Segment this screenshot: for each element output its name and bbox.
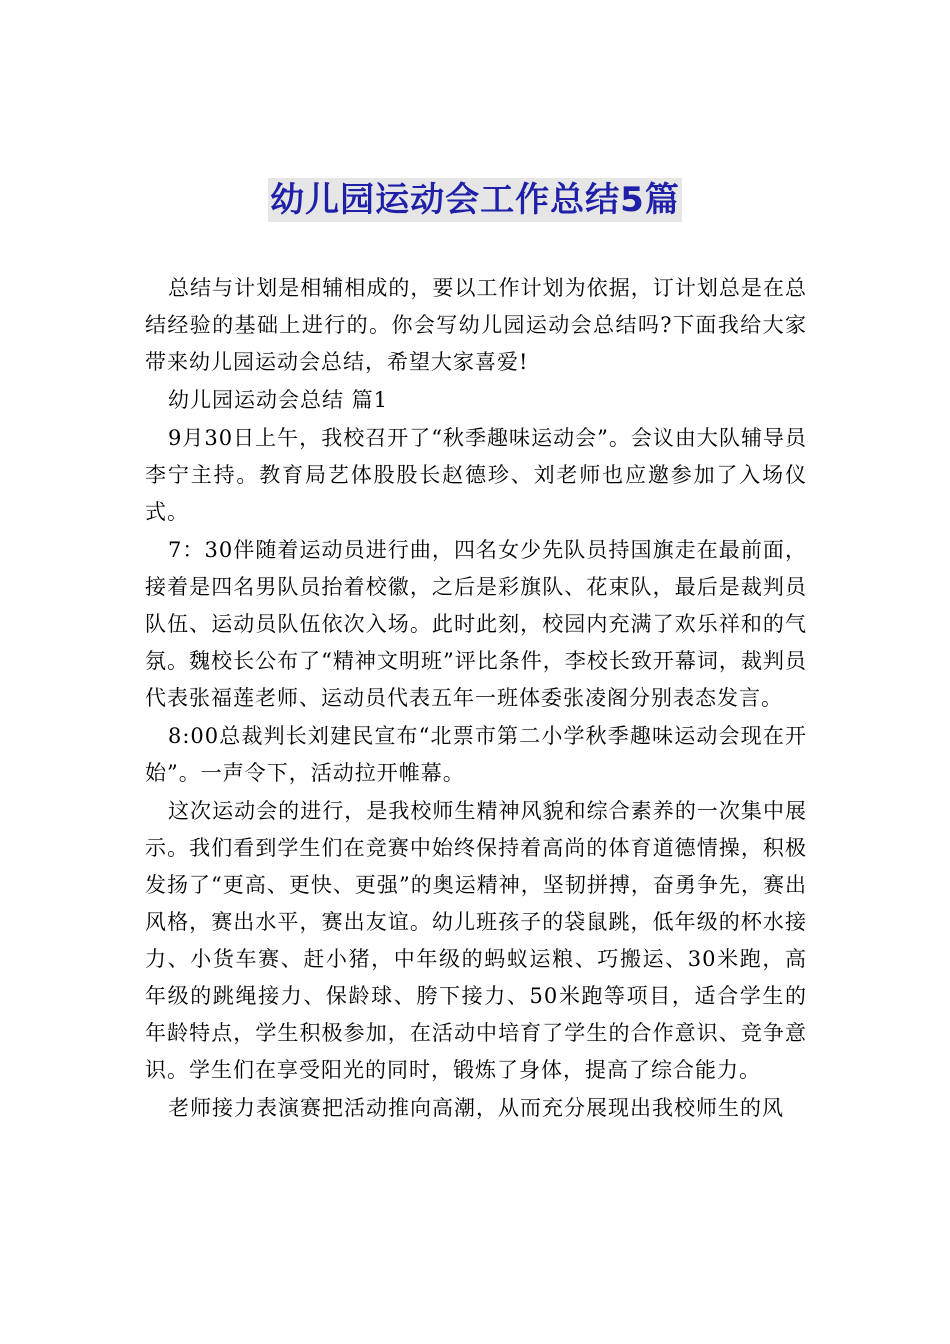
paragraph: 这次运动会的进行，是我校师生精神风貌和综合素养的一次集中展示。我们看到学生们在竞赛中始终保持着高尚的体育道德情操，积极发扬了“更高、更快、更强”的奥运精神，坚韧拼搏，奋勇争先，赛出风格，赛出水平，赛出友谊。幼儿班孩子的袋鼠跳，低年级的杯水接力、小货车赛、赶小猪，中年级的蚂蚁运粮、巧搬运、30米跑，高年级的跳绳接力、保龄球、胯下接力、50米跑等项目，适合学生的年龄特点，学生积极参加，在活动中培育了学生的合作意识、竞争意识。学生们在享受阳光的同时，锻炼了身体，提高了综合能力。 bbox=[145, 799, 807, 1082]
document-title: 幼儿园运动会工作总结5篇 bbox=[270, 180, 680, 220]
paragraph: 8:00总裁判长刘建民宣布“北票市第二小学秋季趣味运动会现在开始”。一声令下，活动拉开帷幕。 bbox=[145, 724, 807, 785]
paragraph: 7：30伴随着运动员进行曲，四名女少先队员持国旗走在最前面，接着是四名男队员抬着校徽，之后是彩旗队、花束队，最后是裁判员队伍、运动员队伍依次入场。此时此刻，校园内充满了欢乐祥和的气氛。魏校长公布了“精神文明班”评比条件，李校长致开幕词，裁判员代表张福莲老师、运动员代表五年一班体委张凌阁分别表态发言。 bbox=[145, 538, 807, 710]
section-heading: 幼儿园运动会总结 篇1 bbox=[168, 388, 389, 412]
paragraph: 9月30日上午，我校召开了“秋季趣味运动会”。会议由大队辅导员李宁主持。教育局艺体股股长赵德珍、刘老师也应邀参加了入场仪式。 bbox=[145, 426, 807, 524]
paragraph-intro: 总结与计划是相辅相成的，要以工作计划为依据，订计划总是在总结经验的基础上进行的。你会写幼儿园运动会总结吗?下面我给大家带来幼儿园运动会总结，希望大家喜爱! bbox=[145, 276, 807, 374]
document-body bbox=[145, 270, 807, 1128]
paragraph: 老师接力表演赛把活动推向高潮，从而充分展现出我校师生的风 bbox=[168, 1096, 784, 1120]
title-container bbox=[0, 178, 950, 222]
